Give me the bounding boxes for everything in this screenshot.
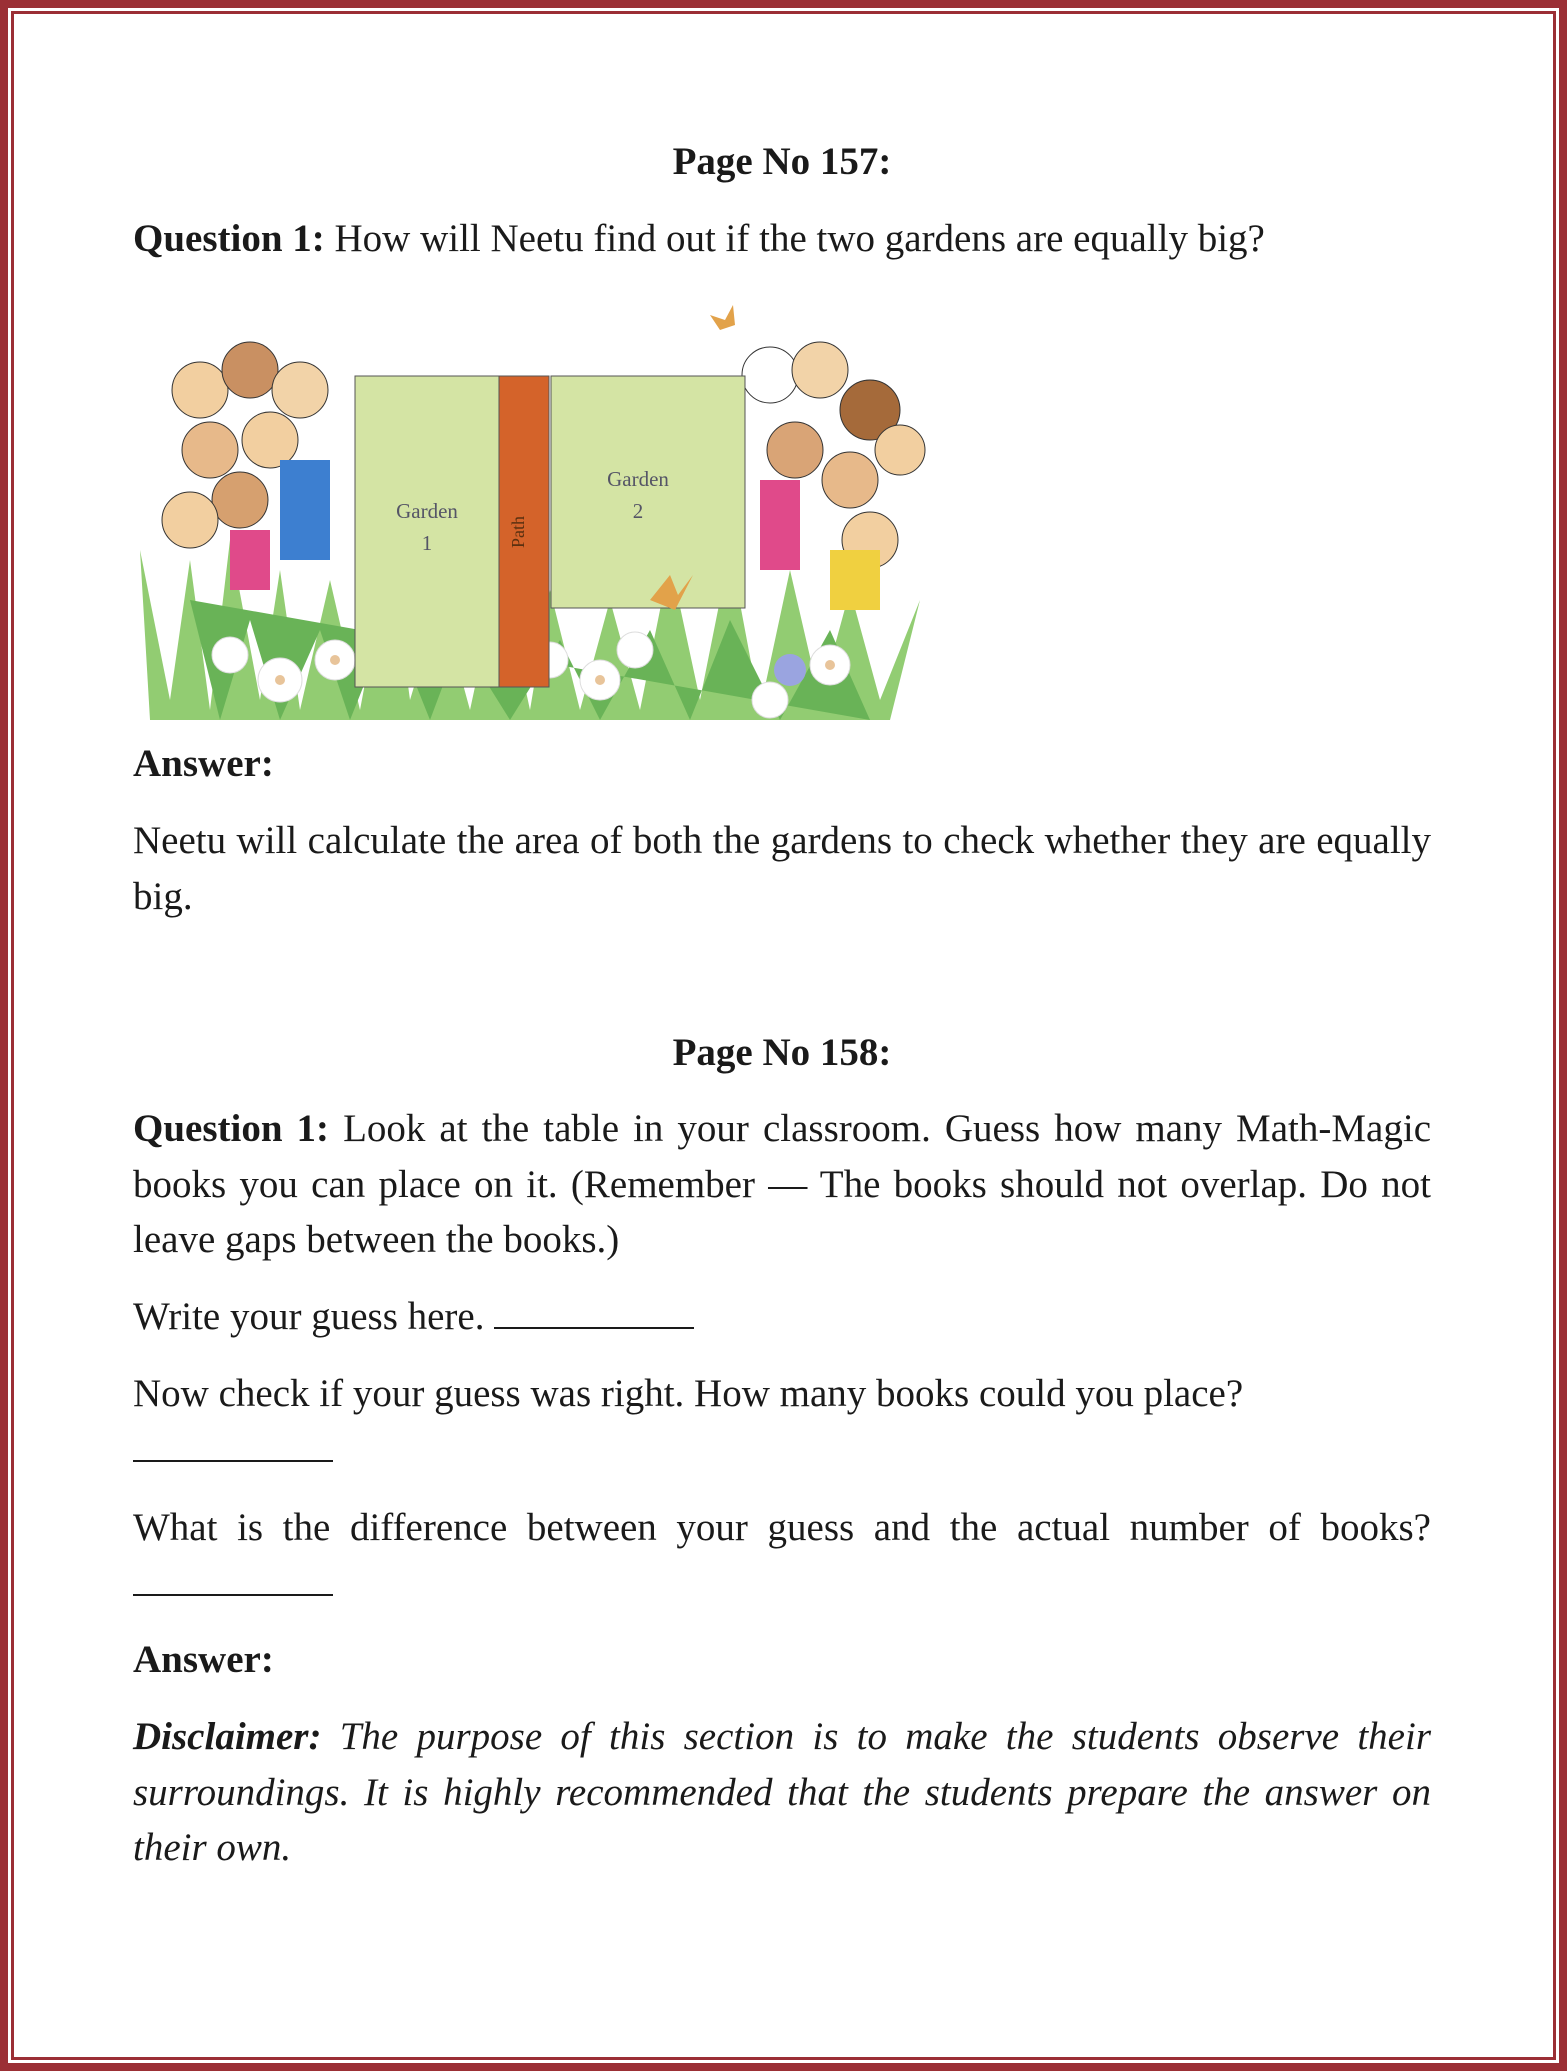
- disclaimer-label: Disclaimer:: [133, 1715, 322, 1758]
- garden-1-number: 1: [421, 531, 433, 555]
- question-158: [133, 1101, 1431, 1268]
- difference-prompt: [133, 1500, 1431, 1611]
- check-prompt-text: Now check if your guess was right. How many books could you place?: [133, 1372, 1244, 1415]
- garden-2-label: Garden: [607, 467, 669, 491]
- children-right: [742, 342, 925, 610]
- question-text: How will Neetu find out if the two gardens are equally big?: [334, 217, 1265, 260]
- question-157: [133, 211, 1431, 267]
- children-left: [162, 342, 330, 590]
- question-text: Look at the table in your classroom. Guess how many Math-Magic books you can place on it. (Remember — The books should not overlap. Do not leave gaps between the books.): [133, 1107, 1432, 1261]
- garden-2-number: 2: [632, 499, 644, 523]
- difference-blank[interactable]: [133, 1564, 333, 1596]
- question-label: Question 1:: [133, 217, 325, 260]
- disclaimer-text: The purpose of this section is to make the students observe their surroundings. It is highly recommended that the students prepare the answer on their own.: [133, 1715, 1432, 1869]
- disclaimer: [133, 1709, 1431, 1876]
- question-label: Question 1:: [133, 1107, 330, 1150]
- check-blank[interactable]: [133, 1430, 333, 1462]
- guess-prompt-text: Write your guess here.: [133, 1295, 485, 1338]
- gardens-illustration: [130, 300, 950, 720]
- garden-1-label: Garden: [396, 499, 458, 523]
- guess-blank[interactable]: [494, 1297, 694, 1329]
- difference-prompt-text: What is the difference between your guess and the actual number of books?: [133, 1506, 1431, 1549]
- page-heading-158: Page No 158:: [672, 1031, 892, 1074]
- answer-text-157: Neetu will calculate the area of both the gardens to check whether they are equally big.: [133, 819, 1431, 918]
- answer-label-158: Answer:: [133, 1638, 274, 1681]
- check-prompt: [133, 1366, 1431, 1477]
- garden-2: [551, 376, 745, 608]
- guess-prompt: [133, 1289, 1431, 1345]
- page-heading-157: Page No 157:: [672, 140, 892, 183]
- path-label: Path: [508, 515, 528, 549]
- garden-1: [355, 376, 499, 687]
- answer-label-157: Answer:: [133, 742, 274, 785]
- path: [499, 376, 549, 687]
